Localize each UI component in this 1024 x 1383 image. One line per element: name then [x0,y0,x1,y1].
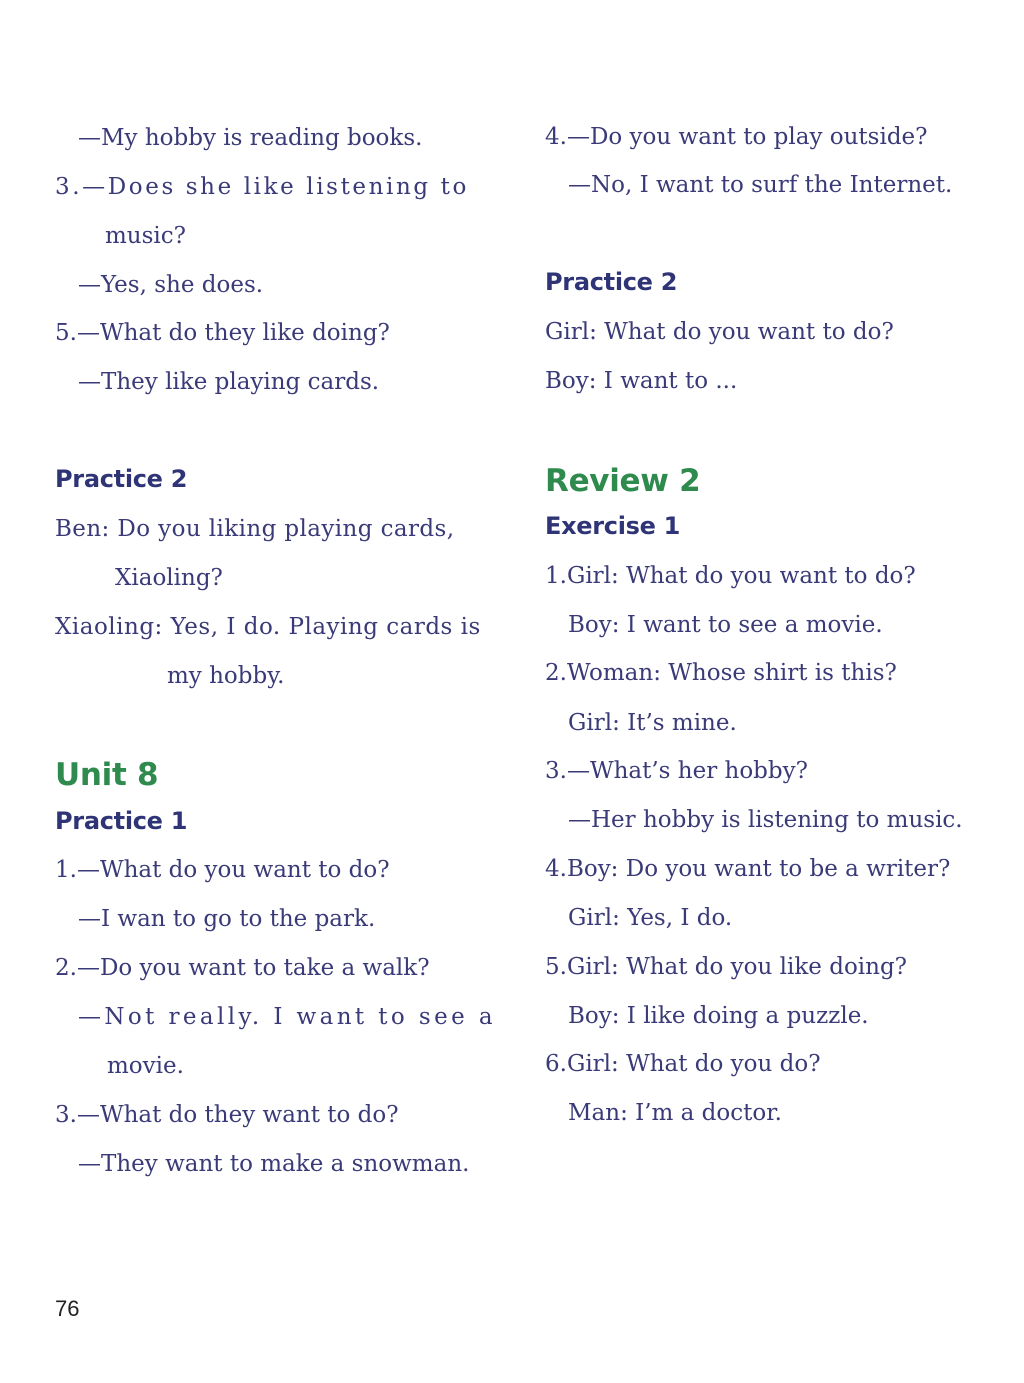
dialogue-line: 3.—Does she like listening to [55,174,469,200]
dialogue-line: 1.Girl: What do you want to do? [545,563,916,589]
dialogue-line: Girl: It’s mine. [568,710,737,736]
dialogue-line: 5.—What do they like doing? [55,320,390,346]
dialogue-line: —My hobby is reading books. [78,125,423,151]
dialogue-line: 3.—What’s her hobby? [545,758,808,784]
dialogue-line: my hobby. [167,663,285,689]
section-heading-practice-2: Practice 2 [55,465,188,493]
dialogue-line: Man: I’m a doctor. [568,1100,782,1126]
review-heading: Review 2 [545,463,701,499]
dialogue-line: —Not really. I want to see a [78,1004,496,1030]
dialogue-line: 4.—Do you want to play outside? [545,124,928,150]
dialogue-line: Ben: Do you liking playing cards, [55,516,455,542]
page-number: 76 [55,1296,80,1321]
dialogue-line: Girl: Yes, I do. [568,905,733,931]
dialogue-line: Boy: I want to see a movie. [568,612,883,638]
unit-heading: Unit 8 [55,757,159,793]
section-heading-practice-2: Practice 2 [545,268,678,296]
dialogue-line: —They want to make a snowman. [78,1151,470,1177]
dialogue-line: —I wan to go to the park. [78,906,376,932]
dialogue-line: 2.—Do you want to take a walk? [55,955,430,981]
dialogue-line: 2.Woman: Whose shirt is this? [545,660,897,686]
dialogue-line: 3.—What do they want to do? [55,1102,399,1128]
dialogue-line: 1.—What do you want to do? [55,857,390,883]
dialogue-line: movie. [107,1053,184,1079]
dialogue-line: 5.Girl: What do you like doing? [545,954,908,980]
section-heading-practice-1: Practice 1 [55,807,188,835]
dialogue-line: —They like playing cards. [78,369,380,395]
dialogue-line: Xiaoling: Yes, I do. Playing cards is [55,614,481,640]
dialogue-line: Boy: I like doing a puzzle. [568,1003,869,1029]
dialogue-line: —Yes, she does. [78,272,264,298]
dialogue-line: Girl: What do you want to do? [545,319,894,345]
dialogue-line: 4.Boy: Do you want to be a writer? [545,856,951,882]
section-heading-exercise-1: Exercise 1 [545,512,681,540]
dialogue-line: music? [105,223,186,249]
dialogue-line: —Her hobby is listening to music. [568,807,963,833]
dialogue-line: 6.Girl: What do you do? [545,1051,821,1077]
dialogue-line: Boy: I want to ... [545,368,738,394]
dialogue-line: —No, I want to surf the Internet. [568,172,953,198]
dialogue-line: Xiaoling? [115,565,223,591]
